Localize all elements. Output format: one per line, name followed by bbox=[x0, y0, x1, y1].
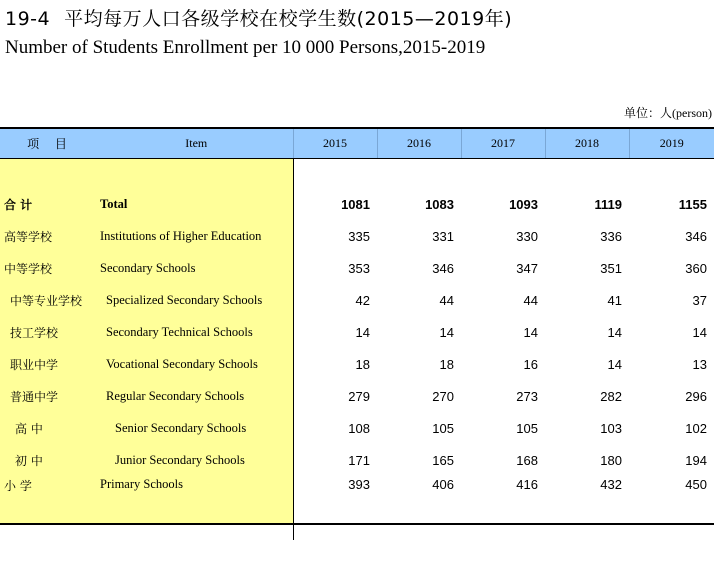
cell-2016: 1083 bbox=[425, 197, 454, 212]
cell-2019: 450 bbox=[629, 477, 714, 524]
row-label-cn: 初 中 bbox=[0, 445, 100, 477]
cell-2015: 279 bbox=[348, 389, 370, 404]
table-row bbox=[0, 285, 714, 317]
cell-2015: 393 bbox=[293, 477, 377, 524]
cell-2017: 16 bbox=[523, 357, 538, 372]
row-label-en: Secondary Technical Schools bbox=[100, 317, 293, 349]
cell-2016: 105 bbox=[432, 421, 454, 436]
cell-2017: 416 bbox=[461, 477, 545, 524]
row-label-en: Regular Secondary Schools bbox=[100, 381, 293, 413]
header-year-2015: 2015 bbox=[293, 128, 377, 158]
cell-2016: 406 bbox=[377, 477, 461, 524]
cell-2018: 282 bbox=[600, 389, 622, 404]
table-row bbox=[0, 317, 714, 349]
cell-2017: 44 bbox=[523, 293, 538, 308]
table-row bbox=[0, 445, 714, 477]
row-label-cn: 高等学校 bbox=[0, 221, 100, 253]
cell-2016: 44 bbox=[439, 293, 454, 308]
cell-2018: 1119 bbox=[594, 197, 622, 212]
header-row bbox=[0, 128, 714, 158]
row-label-en: Junior Secondary Schools bbox=[100, 445, 293, 477]
cell-2017: 330 bbox=[516, 229, 538, 244]
cell-2015: 14 bbox=[355, 325, 370, 340]
cell-2019: 13 bbox=[692, 357, 707, 372]
cell-2016: 14 bbox=[439, 325, 454, 340]
cell-2015: 18 bbox=[355, 357, 370, 372]
cell-2017: 14 bbox=[523, 325, 538, 340]
row-label-en: Senior Secondary Schools bbox=[100, 413, 293, 445]
cell-2017: 273 bbox=[516, 389, 538, 404]
cell-2017: 168 bbox=[516, 453, 538, 468]
table-row bbox=[0, 189, 714, 221]
row-label-en: Institutions of Higher Education bbox=[100, 221, 293, 253]
cell-2018: 180 bbox=[600, 453, 622, 468]
cell-2015: 1081 bbox=[341, 197, 370, 212]
table-row bbox=[0, 349, 714, 381]
cell-2015: 353 bbox=[348, 261, 370, 276]
cell-2016: 346 bbox=[432, 261, 454, 276]
row-label-cn: 高 中 bbox=[0, 413, 100, 445]
unit-cn: 单位：人 bbox=[624, 106, 673, 120]
table-row bbox=[0, 413, 714, 445]
header-item-en: Item bbox=[100, 128, 293, 158]
row-label-en: Specialized Secondary Schools bbox=[100, 285, 293, 317]
cell-2019: 102 bbox=[685, 421, 707, 436]
row-label-cn: 中等学校 bbox=[0, 253, 100, 285]
row-label-cn: 职业中学 bbox=[0, 349, 100, 381]
cell-2015: 171 bbox=[348, 453, 370, 468]
yellow-highlight-column bbox=[293, 158, 294, 540]
cell-2019: 194 bbox=[685, 453, 707, 468]
header-item-cn: 项 目 bbox=[0, 128, 100, 158]
cell-2019: 296 bbox=[685, 389, 707, 404]
cell-2016: 165 bbox=[432, 453, 454, 468]
cell-2018: 432 bbox=[545, 477, 629, 524]
cell-2018: 351 bbox=[600, 261, 622, 276]
table-row bbox=[0, 221, 714, 253]
cell-2019: 346 bbox=[685, 229, 707, 244]
cell-2017: 1093 bbox=[509, 197, 538, 212]
cell-2016: 270 bbox=[432, 389, 454, 404]
cell-2016: 331 bbox=[432, 229, 454, 244]
header-year-2016: 2016 bbox=[377, 128, 461, 158]
unit-label bbox=[624, 104, 712, 121]
table-number: 19-4 bbox=[5, 8, 51, 30]
cell-2019: 1155 bbox=[678, 197, 707, 212]
header-year-2017: 2017 bbox=[461, 128, 545, 158]
row-label-en: Primary Schools bbox=[100, 477, 293, 524]
table-row bbox=[0, 253, 714, 285]
row-label-cn: 技工学校 bbox=[0, 317, 100, 349]
cell-2015: 108 bbox=[348, 421, 370, 436]
header-year-2018: 2018 bbox=[545, 128, 629, 158]
row-label-cn: 合 计 bbox=[0, 189, 100, 221]
spacer-row bbox=[0, 158, 714, 189]
cell-2016: 18 bbox=[439, 357, 454, 372]
table-row bbox=[0, 381, 714, 413]
cell-2018: 103 bbox=[600, 421, 622, 436]
cell-2019: 14 bbox=[692, 325, 707, 340]
cell-2018: 14 bbox=[607, 357, 622, 372]
header-year-2019: 2019 bbox=[629, 128, 714, 158]
row-label-en: Total bbox=[100, 189, 293, 221]
cell-2019: 37 bbox=[692, 293, 707, 308]
row-label-cn: 中等专业学校 bbox=[0, 285, 100, 317]
cell-2018: 14 bbox=[607, 325, 622, 340]
table-title-cn bbox=[5, 4, 512, 31]
cell-2017: 347 bbox=[516, 261, 538, 276]
cell-2015: 335 bbox=[348, 229, 370, 244]
cell-2017: 105 bbox=[516, 421, 538, 436]
table-row bbox=[0, 477, 714, 524]
unit-en: (person) bbox=[672, 106, 712, 120]
row-label-en: Vocational Secondary Schools bbox=[100, 349, 293, 381]
table-title-en: Number of Students Enrollment per 10 000 Persons,2015-2019 bbox=[5, 37, 486, 58]
row-label-en: Secondary Schools bbox=[100, 253, 293, 285]
cell-2018: 41 bbox=[607, 293, 622, 308]
cell-2019: 360 bbox=[685, 261, 707, 276]
row-label-cn: 普通中学 bbox=[0, 381, 100, 413]
enrollment-table bbox=[0, 127, 714, 525]
cell-2018: 336 bbox=[600, 229, 622, 244]
title-cn-text: 平均每万人口各级学校在校学生数(2015—2019年) bbox=[64, 8, 513, 30]
row-label-cn: 小 学 bbox=[0, 477, 100, 524]
cell-2015: 42 bbox=[355, 293, 370, 308]
